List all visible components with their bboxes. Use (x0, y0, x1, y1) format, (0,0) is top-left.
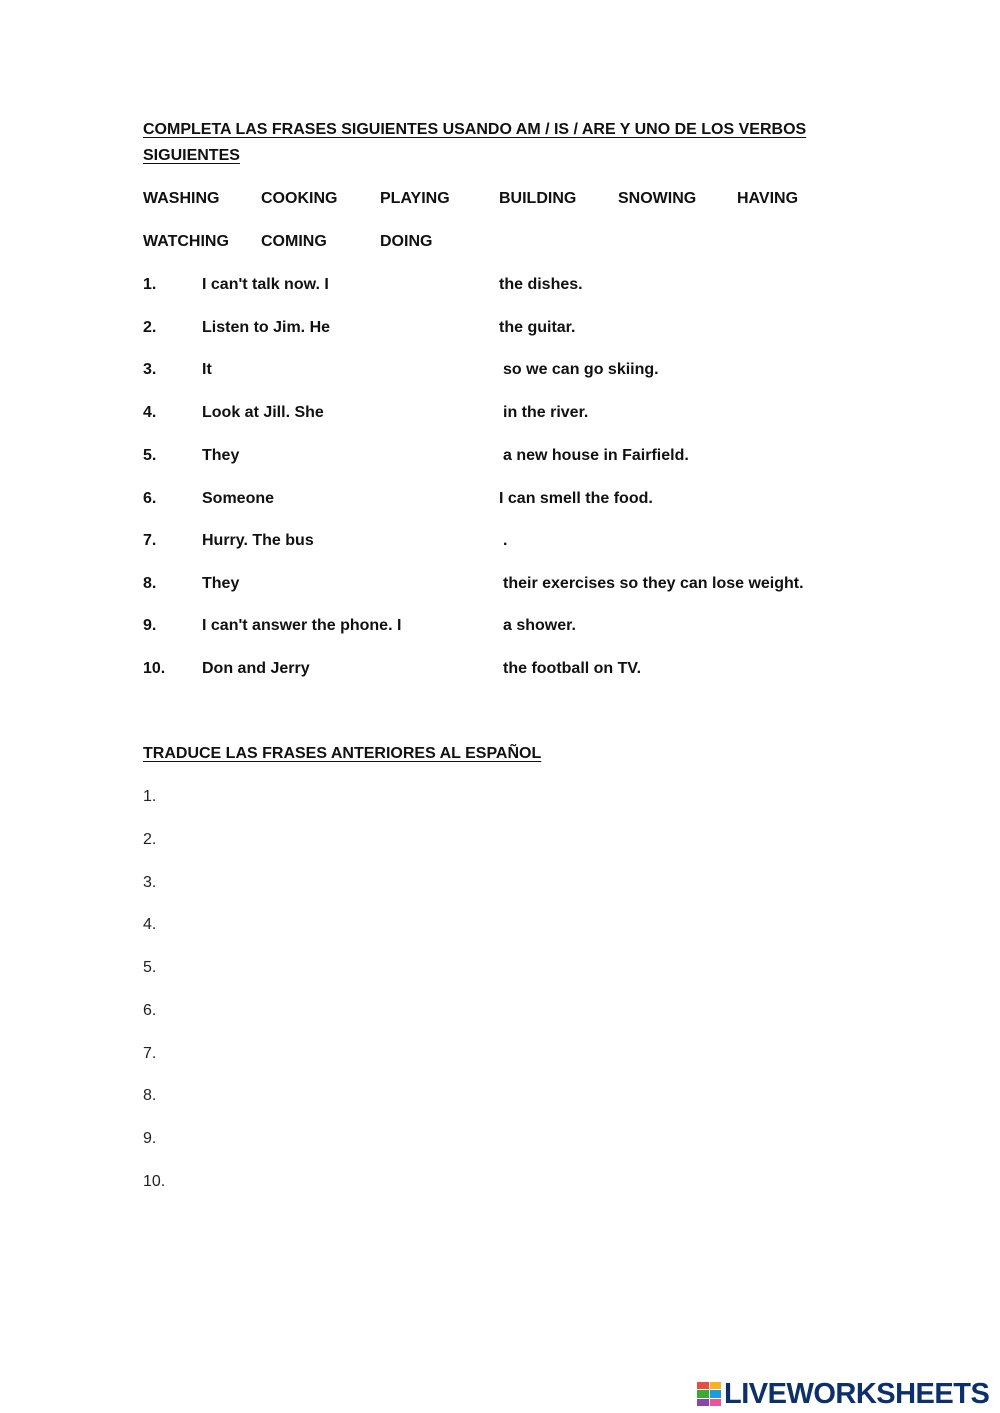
translate-number: 5. (143, 959, 157, 976)
verb-washing: WASHING (143, 190, 220, 207)
exercise-end: . (503, 532, 508, 549)
exercise-end: in the river. (503, 404, 589, 421)
exercise-number: 2. (143, 319, 157, 336)
exercise-start: Don and Jerry (202, 660, 310, 677)
instructions-title-line2: SIGUIENTES (143, 147, 240, 164)
exercise-start: I can't answer the phone. I (202, 617, 402, 634)
verb-having: HAVING (737, 190, 799, 207)
translate-number: 9. (143, 1130, 157, 1147)
exercise-number: 8. (143, 575, 157, 592)
exercise-start: Listen to Jim. He (202, 319, 331, 336)
exercise-end: their exercises so they can lose weight. (503, 575, 804, 592)
exercise-end: I can smell the food. (499, 490, 653, 507)
exercise-end: the football on TV. (503, 660, 642, 677)
instructions-title-line1: COMPLETA LAS FRASES SIGUIENTES USANDO AM / IS / ARE Y UNO DE LOS VERBOS (143, 121, 807, 138)
exercise-start: It (202, 361, 212, 378)
exercise-number: 1. (143, 276, 157, 293)
exercise-end: the guitar. (499, 319, 576, 336)
exercise-number: 9. (143, 617, 157, 634)
verb-snowing: SNOWING (618, 190, 697, 207)
exercise-end: so we can go skiing. (503, 361, 659, 378)
liveworksheets-logo (697, 1376, 989, 1412)
translate-number: 6. (143, 1002, 157, 1019)
verb-cooking: COOKING (261, 190, 338, 207)
translate-number: 1. (143, 788, 157, 805)
exercise-end: a shower. (503, 617, 576, 634)
exercise-number: 5. (143, 447, 157, 464)
translate-heading: TRADUCE LAS FRASES ANTERIORES AL ESPAÑOL (143, 745, 542, 762)
exercise-number: 7. (143, 532, 157, 549)
exercise-number: 3. (143, 361, 157, 378)
verb-watching: WATCHING (143, 233, 229, 250)
exercise-start: I can't talk now. I (202, 276, 329, 293)
liveworksheets-logo-text: LIVEWORKSHEETS (724, 1377, 990, 1410)
exercise-number: 4. (143, 404, 157, 421)
exercise-start: They (202, 447, 240, 464)
exercise-start: Look at Jill. She (202, 404, 324, 421)
exercise-start: They (202, 575, 240, 592)
verb-building: BUILDING (499, 190, 577, 207)
verb-coming: COMING (261, 233, 327, 250)
verb-playing: PLAYING (380, 190, 450, 207)
translate-number: 4. (143, 916, 157, 933)
translate-number: 8. (143, 1087, 157, 1104)
translate-number: 7. (143, 1045, 157, 1062)
exercise-number: 10. (143, 660, 166, 677)
liveworksheets-logo-icon (697, 1382, 721, 1406)
translate-number: 10. (143, 1173, 166, 1190)
exercise-start: Someone (202, 490, 275, 507)
translate-number: 3. (143, 874, 157, 891)
verb-doing: DOING (380, 233, 433, 250)
exercise-number: 6. (143, 490, 157, 507)
exercise-end: a new house in Fairfield. (503, 447, 689, 464)
exercise-end: the dishes. (499, 276, 583, 293)
translate-number: 2. (143, 831, 157, 848)
exercise-start: Hurry. The bus (202, 532, 314, 549)
